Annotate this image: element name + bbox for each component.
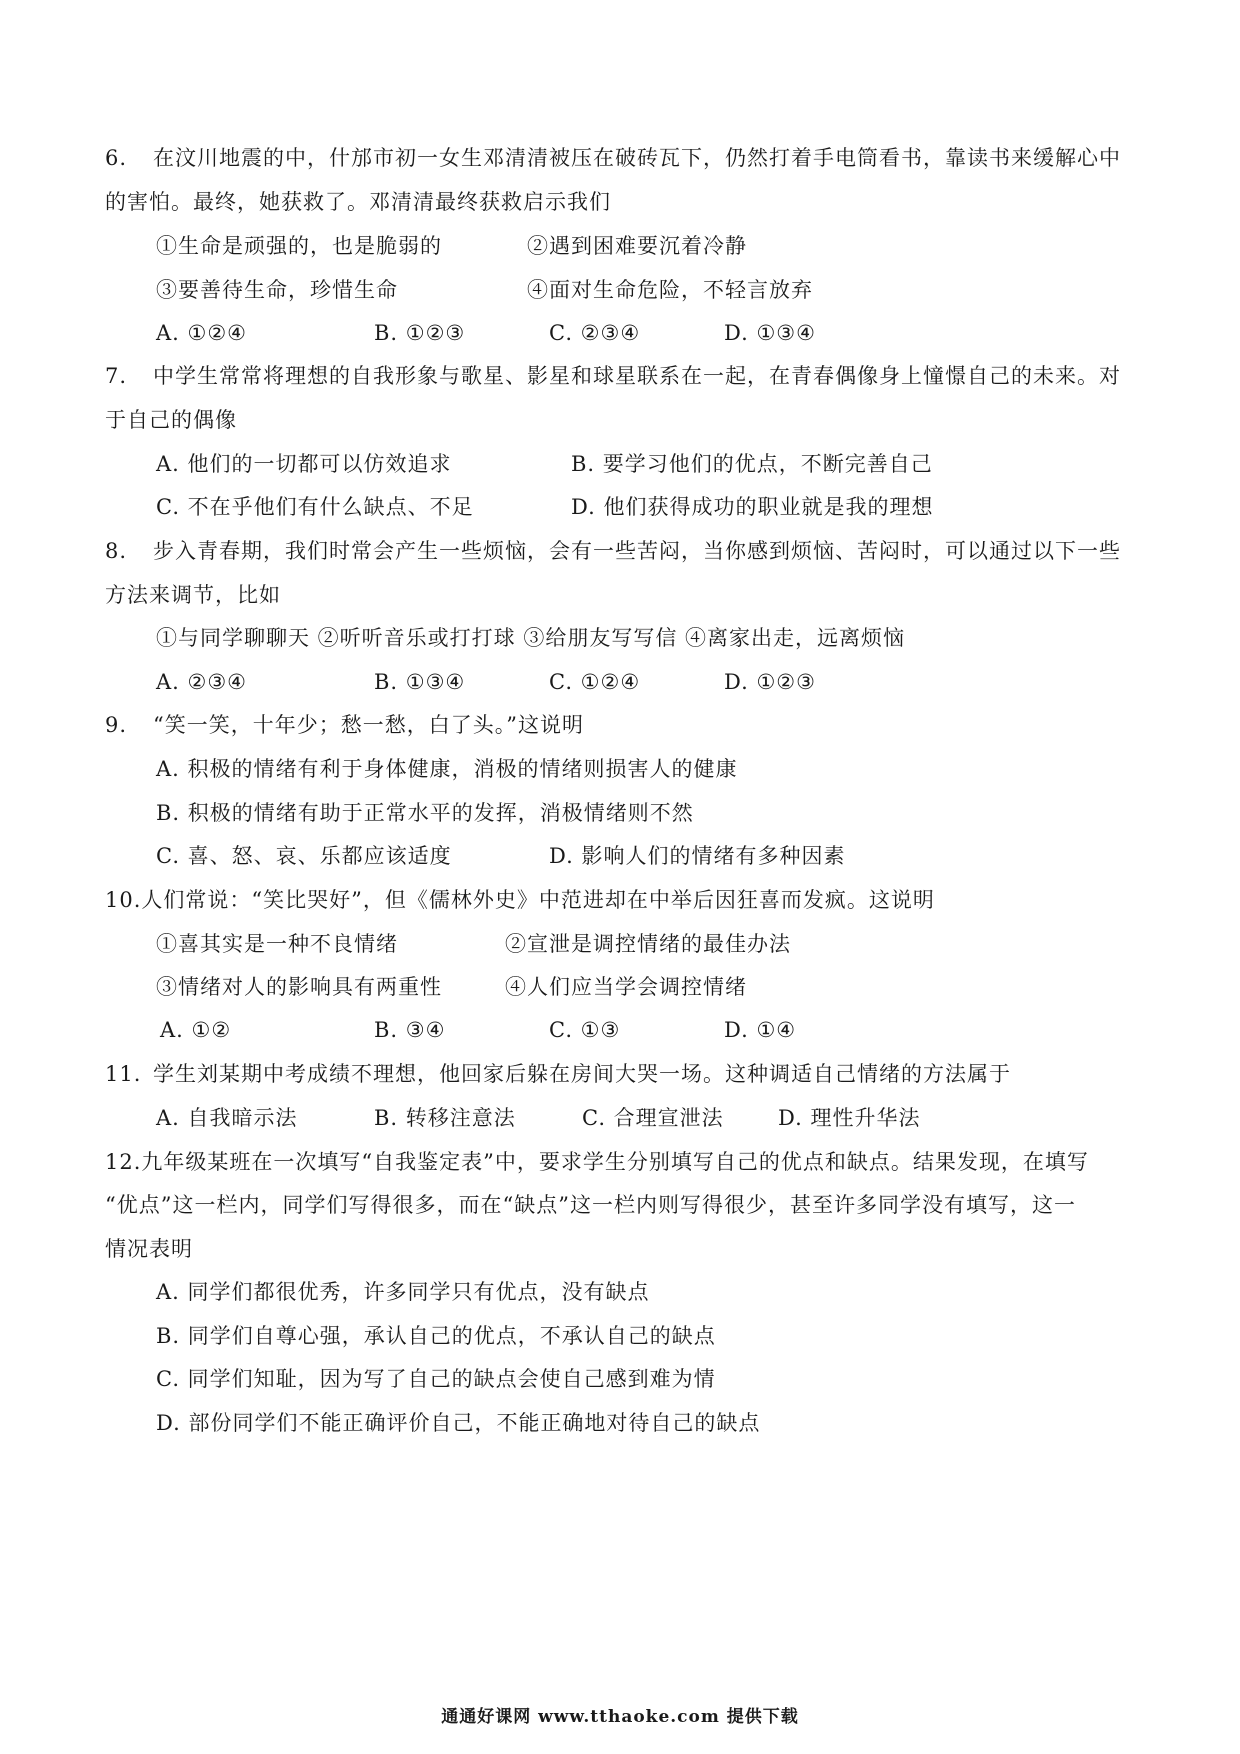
question-7-stem-line-1: 7. 中学生常常将理想的自我形象与歌星、影星和球星联系在一起，在青春偶像身上憧憬自己的未来。对 bbox=[105, 361, 1121, 391]
question-10-option-a: A. ①② bbox=[160, 1018, 232, 1042]
question-number: 11. bbox=[105, 1062, 142, 1086]
question-7-option-a: A. 他们的一切都可以仿效追求 bbox=[156, 452, 452, 476]
question-10-statement-4: ④人们应当学会调控情绪 bbox=[505, 975, 747, 999]
question-6-option-c: C. ②③④ bbox=[549, 321, 641, 345]
question-6-stem-line-1: 6. 在汶川地震的中，什邡市初一女生邓清清被压在破砖瓦下，仍然打着手电筒看书，靠读书来缓解心中 bbox=[105, 143, 1121, 173]
question-number: 6. bbox=[105, 146, 128, 170]
question-10-option-b: B. ③④ bbox=[374, 1018, 446, 1042]
question-number: 8. bbox=[105, 539, 128, 563]
question-11-option-a: A. 自我暗示法 bbox=[156, 1106, 298, 1130]
question-10-option-d: D. ①④ bbox=[724, 1018, 797, 1042]
question-8-stem-line-2: 方法来调节，比如 bbox=[105, 583, 281, 607]
question-number: 7. bbox=[105, 364, 128, 388]
question-10-option-c: C. ①③ bbox=[549, 1018, 621, 1042]
question-number: 9. bbox=[105, 713, 128, 737]
question-6-stem-line-2: 的害怕。最终，她获救了。邓清清最终获救启示我们 bbox=[105, 190, 611, 214]
question-12-option-a: A. 同学们都很优秀，许多同学只有优点，没有缺点 bbox=[156, 1280, 650, 1304]
question-9-option-c: C. 喜、怒、哀、乐都应该适度 bbox=[156, 844, 452, 868]
question-8-statements: ①与同学聊聊天 ②听听音乐或打打球 ③给朋友写写信 ④离家出走，远离烦恼 bbox=[156, 626, 906, 650]
question-8-stem-line-1: 8. 步入青春期，我们时常会产生一些烦恼，会有一些苦闷，当你感到烦恼、苦闷时，可以通过以下一些 bbox=[105, 536, 1121, 566]
question-number: 10. bbox=[105, 888, 142, 912]
question-12-stem-line-3: 情况表明 bbox=[105, 1237, 193, 1261]
question-7-option-b: B. 要学习他们的优点，不断完善自己 bbox=[571, 452, 933, 476]
question-10-statement-3: ③情绪对人的影响具有两重性 bbox=[156, 975, 442, 999]
question-8-option-c: C. ①②④ bbox=[549, 670, 641, 694]
question-9-option-b: B. 积极的情绪有助于正常水平的发挥，消极情绪则不然 bbox=[156, 801, 694, 825]
question-8-option-b: B. ①③④ bbox=[374, 670, 466, 694]
question-11-option-d: D. 理性升华法 bbox=[778, 1106, 921, 1130]
question-6-statement-1: ①生命是顽强的，也是脆弱的 bbox=[156, 234, 442, 258]
question-6-statement-2: ②遇到困难要沉着冷静 bbox=[527, 234, 747, 258]
question-12-stem-line-1: 12.九年级某班在一次填写“自我鉴定表”中，要求学生分别填写自己的优点和缺点。结果发现，在填写 bbox=[105, 1150, 1089, 1174]
question-6-statement-4: ④面对生命危险，不轻言放弃 bbox=[527, 278, 813, 302]
question-9-option-d: D. 影响人们的情绪有多种因素 bbox=[549, 844, 846, 868]
question-7-stem-line-2: 于自己的偶像 bbox=[105, 408, 237, 432]
question-6-option-d: D. ①③④ bbox=[724, 321, 816, 345]
question-9-stem: 9. “笑一笑，十年少；愁一愁，白了头。”这说明 bbox=[105, 710, 584, 740]
question-11-stem: 11. 学生刘某期中考成绩不理想，他回家后躲在房间大哭一场。这种调适自己情绪的方法属于 bbox=[105, 1059, 1011, 1089]
question-number: 12. bbox=[105, 1150, 142, 1174]
page-footer: 通通好课网 www.tthaoke.com 提供下载 bbox=[441, 1707, 799, 1727]
question-11-option-b: B. 转移注意法 bbox=[374, 1106, 516, 1130]
question-12-option-b: B. 同学们自尊心强，承认自己的优点，不承认自己的缺点 bbox=[156, 1324, 716, 1348]
question-8-option-d: D. ①②③ bbox=[724, 670, 816, 694]
question-10-stem: 10.人们常说：“笑比哭好”，但《儒林外史》中范进却在中举后因狂喜而发疯。这说明 bbox=[105, 888, 935, 912]
question-10-statement-1: ①喜其实是一种不良情绪 bbox=[156, 932, 398, 956]
question-8-option-a: A. ②③④ bbox=[156, 670, 247, 694]
question-11-option-c: C. 合理宣泄法 bbox=[582, 1106, 724, 1130]
question-6-option-b: B. ①②③ bbox=[374, 321, 466, 345]
question-7-option-c: C. 不在乎他们有什么缺点、不足 bbox=[156, 495, 474, 519]
question-10-statement-2: ②宣泄是调控情绪的最佳办法 bbox=[505, 932, 791, 956]
question-12-option-d: D. 部份同学们不能正确评价自己，不能正确地对待自己的缺点 bbox=[156, 1411, 761, 1435]
question-9-option-a: A. 积极的情绪有利于身体健康，消极的情绪则损害人的健康 bbox=[156, 757, 738, 781]
question-7-option-d: D. 他们获得成功的职业就是我的理想 bbox=[571, 495, 934, 519]
question-12-option-c: C. 同学们知耻，因为写了自己的缺点会使自己感到难为情 bbox=[156, 1367, 716, 1391]
question-6-option-a: A. ①②④ bbox=[156, 321, 247, 345]
question-12-stem-line-2: “优点”这一栏内，同学们写得很多，而在“缺点”这一栏内则写得很少，甚至许多同学没有填写，这一 bbox=[105, 1193, 1076, 1217]
question-6-statement-3: ③要善待生命，珍惜生命 bbox=[156, 278, 398, 302]
